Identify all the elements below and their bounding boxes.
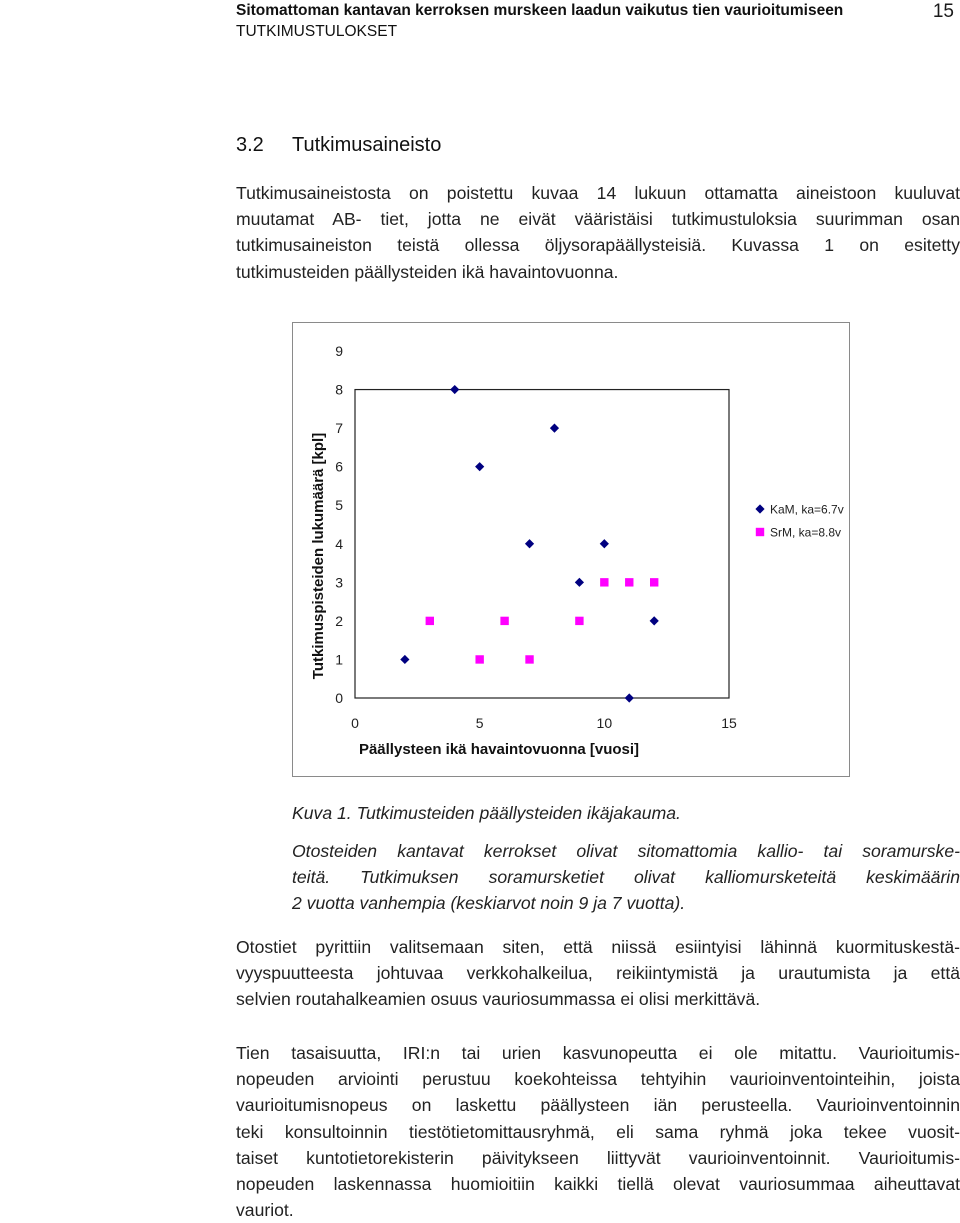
figure-1-chart bbox=[292, 322, 850, 777]
data-point-srm bbox=[500, 617, 508, 625]
y-tick-label: 4 bbox=[335, 535, 343, 552]
x-tick-label: 15 bbox=[721, 715, 737, 731]
data-point-kam bbox=[625, 693, 634, 702]
data-point-srm bbox=[475, 655, 483, 663]
y-tick-label: 7 bbox=[335, 420, 343, 437]
data-point-srm bbox=[600, 578, 608, 586]
plot-border bbox=[355, 390, 729, 698]
text-line: teitä. Tutkimuksen soramursketiet olivat kalliomursketeitä keskimäärin bbox=[292, 867, 960, 888]
caption-label: Kuva 1. bbox=[292, 803, 352, 823]
legend-label: KaM, ka=6.7v bbox=[770, 502, 844, 517]
data-point-srm bbox=[650, 578, 658, 586]
y-tick-label: 3 bbox=[335, 574, 343, 591]
section-heading bbox=[236, 132, 441, 158]
data-point-kam bbox=[550, 424, 559, 433]
y-tick-label: 6 bbox=[335, 458, 343, 475]
data-point-kam bbox=[400, 655, 409, 664]
text-line: vaurioitumisnopeus on laskettu päällysteen iän perusteella. Vaurioinventoinnin bbox=[236, 1095, 960, 1116]
data-point-srm bbox=[625, 578, 633, 586]
text-line: tutkimusteiden päällysteiden ikä havaintovuonna. bbox=[236, 261, 619, 282]
caption-note bbox=[292, 838, 960, 917]
text-line: nopeuden arviointi perustuu koekohteissa tehtyihin vaurioinventointeihin, joista bbox=[236, 1069, 960, 1090]
paragraph-method bbox=[236, 1040, 960, 1223]
text-line: Otosteiden kantavat kerrokset olivat sitomattomia kallio- tai soramurske- bbox=[292, 841, 960, 861]
text-line: selvien routahalkeamien osuus vauriosummassa ei olisi merkittävä. bbox=[236, 989, 761, 1010]
text-line: Tutkimusaineistosta on poistettu kuvaa 14 lukuun ottamatta aineistoon kuuluvat bbox=[236, 183, 960, 203]
legend-marker-kam bbox=[755, 504, 764, 513]
data-point-kam bbox=[450, 385, 459, 394]
data-point-kam bbox=[525, 539, 534, 548]
data-point-srm bbox=[575, 617, 583, 625]
caption-text: Tutkimusteiden päällysteiden ikäjakauma. bbox=[356, 803, 681, 823]
text-line: vauriot. bbox=[236, 1200, 294, 1221]
y-tick-label: 9 bbox=[335, 343, 343, 359]
text-line: taiset kuntotietorekisterin päivitykseen liittyvät vaurioinventoinnit. Vaurioitumis- bbox=[236, 1147, 960, 1168]
text-line: tutkimusaineiston teistä ollessa öljysorapäällysteisiä. Kuvassa 1 on esitetty bbox=[236, 235, 960, 256]
legend-label: SrM, ka=8.8v bbox=[770, 525, 842, 540]
x-axis-label: Päällysteen ikä havaintovuonna [vuosi] bbox=[358, 741, 640, 758]
y-axis-label: Tutkimuspisteiden lukumäärä [kpl] bbox=[310, 432, 327, 680]
text-line: vyyspuutteesta johtuvaa verkkohalkeilua, reikiintymistä ja urautumista ja että bbox=[236, 963, 960, 984]
data-point-srm bbox=[426, 617, 434, 625]
y-tick-label: 1 bbox=[335, 651, 343, 668]
x-tick-label: 10 bbox=[596, 715, 613, 731]
legend-marker-srm bbox=[756, 528, 764, 536]
text-line: Tien tasaisuutta, IRI:n tai urien kasvunopeutta ei ole mitattu. Vaurioitumis- bbox=[236, 1043, 960, 1063]
data-point-kam bbox=[600, 539, 609, 548]
figure-caption bbox=[292, 800, 681, 826]
scatter-chart bbox=[293, 323, 849, 776]
data-point-kam bbox=[650, 616, 659, 625]
data-points bbox=[400, 385, 659, 703]
y-axis-ticks bbox=[335, 343, 343, 706]
x-tick-label: 0 bbox=[351, 715, 359, 731]
text-line: muutamat AB- tiet, jotta ne eivät vääristäisi tutkimustuloksia suurimman osan bbox=[236, 209, 960, 230]
x-axis-ticks bbox=[351, 715, 737, 731]
text-line: 2 vuotta vanhempia (keskiarvot noin 9 ja 7 vuotta). bbox=[292, 893, 686, 914]
section-number: 3.2 bbox=[236, 134, 264, 156]
running-head-text bbox=[236, 0, 856, 42]
y-tick-label: 0 bbox=[335, 690, 343, 706]
paragraph-intro bbox=[236, 180, 960, 285]
paragraph-selection bbox=[236, 934, 960, 1013]
x-tick-label: 5 bbox=[475, 715, 484, 731]
section-title: Tutkimusaineisto bbox=[292, 134, 442, 156]
data-point-kam bbox=[475, 462, 484, 471]
y-tick-label: 2 bbox=[335, 612, 343, 629]
page-number: 15 bbox=[932, 1, 954, 22]
text-line: Otostiet pyrittiin valitsemaan siten, että niissä esiintyisi lähinnä kuormituskestä- bbox=[236, 937, 960, 957]
text-line: teki konsultoinnin tiestötietomittausryhmä, eli sama ryhmä joka tekee vuosit- bbox=[236, 1121, 960, 1142]
running-head-title: Sitomattoman kantavan kerroksen murskeen laadun vaikutus tien vaurioitumiseen bbox=[236, 2, 844, 19]
data-point-srm bbox=[525, 655, 533, 663]
y-tick-label: 5 bbox=[335, 497, 343, 514]
plot-area bbox=[355, 390, 729, 698]
data-point-kam bbox=[575, 578, 584, 587]
text-line: nopeuden laskennassa huomioitiin kaikki tiellä olevat vauriosummaa aiheuttavat bbox=[236, 1174, 960, 1195]
running-head-subtitle: TUTKIMUSTULOKSET bbox=[236, 23, 398, 40]
y-tick-label: 8 bbox=[335, 381, 343, 398]
chart-legend bbox=[755, 503, 843, 540]
